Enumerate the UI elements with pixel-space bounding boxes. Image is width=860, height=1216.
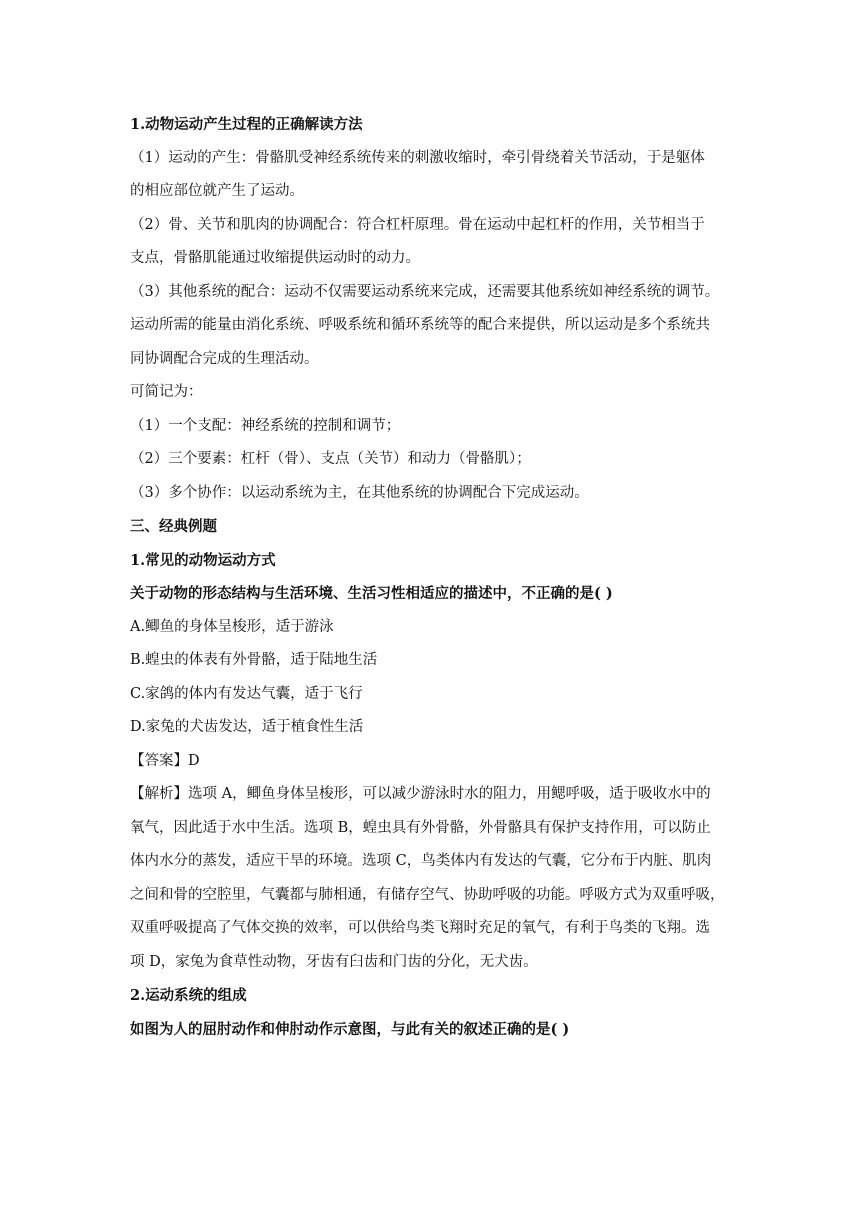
example-title: 1.常见的动物运动方式 [130,551,276,569]
paragraph-line: （2）骨、关节和肌肉的协调配合：符合杠杆原理。骨在运动中起杠杆的作用，关节相当于 [130,216,705,233]
option-d: D.家兔的犬齿发达，适于植食性生活 [130,719,364,735]
option-c: C.家鸽的体内有发达气囊，适于飞行 [130,685,363,702]
summary-item: （1）一个支配：神经系统的控制和调节； [130,417,401,434]
analysis-line: 双重呼吸提高了气体交换的效率，可以供给鸟类飞翔时充足的氧气，有利于鸟类的飞翔。选 [130,920,710,936]
analysis-line: 项 D，家兔为食草性动物，牙齿有臼齿和门齿的分化，无犬齿。 [130,953,538,970]
paragraph-line: 的相应部位就产生了运动。 [130,183,304,199]
summary-intro: 可简记为： [130,384,203,400]
answer-line: 【答案】D [130,752,200,769]
summary-item: （3）多个协作：以运动系统为主，在其他系统的协调配合下完成运动。 [130,484,589,501]
analysis-line: 之间和骨的空腔里，气囊都与肺相通，有储存空气、协助呼吸的功能。呼吸方式为双重呼吸， [130,886,725,903]
paragraph-line: 支点，骨骼肌能通过收缩提供运动时的动力。 [130,250,420,266]
section-heading: 三、经典例题 [130,518,217,535]
paragraph-line: 同协调配合完成的生理活动。 [130,350,319,367]
option-b: B.蝗虫的体表有外骨骼，适于陆地生活 [130,652,378,668]
document-page [130,108,730,1046]
analysis-line: 【解析】选项 A，鲫鱼身体呈梭形，可以减少游泳时水的阻力，用鳃呼吸，适于吸收水中的 [130,786,711,802]
paragraph-line: （3）其他系统的配合：运动不仅需要运动系统来完成，还需要其他系统如神经系统的调节。 [130,283,720,300]
option-a: A.鲫鱼的身体呈梭形，适于游泳 [130,618,334,635]
analysis-line: 氧气，因此适于水中生活。选项 B，蝗虫具有外骨骼，外骨骼具有保护支持作用，可以防止 [130,819,711,836]
section-heading: 1.动物运动产生过程的正确解读方法 [130,116,363,133]
example-title: 2.运动系统的组成 [130,987,247,1004]
question-stem: 关于动物的形态结构与生活环境、生活习性相适应的描述中，不正确的是( ) [130,585,613,602]
summary-item: （2）三个要素：杠杆（骨）、支点（关节）和动力（骨骼肌）； [130,451,531,467]
question-stem: 如图为人的屈肘动作和伸肘动作示意图，与此有关的叙述正确的是( ) [130,1020,570,1038]
paragraph-line: （1）运动的产生：骨骼肌受神经系统传来的刺激收缩时，牵引骨绕着关节活动，于是躯体 [130,149,705,166]
analysis-line: 体内水分的蒸发，适应干旱的环境。选项 C，鸟类体内有发达的气囊，它分布于内脏、肌肉 [130,853,712,869]
paragraph-line: 运动所需的能量由消化系统、呼吸系统和循环系统等的配合来提供，所以运动是多个系统共 [130,317,710,333]
